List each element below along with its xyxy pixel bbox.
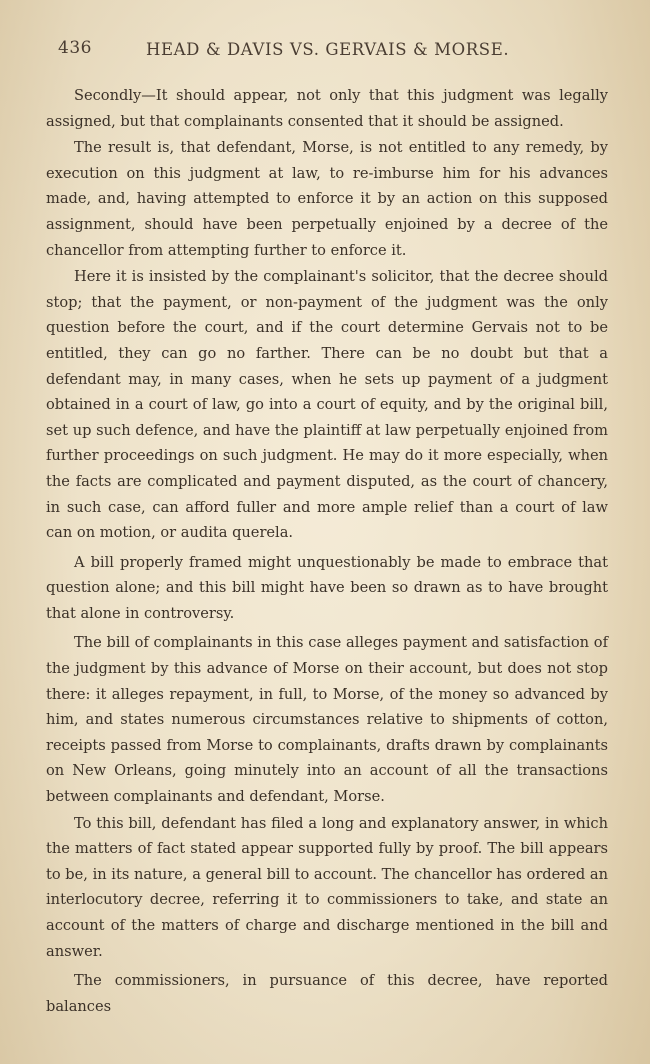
paragraph: The commissioners, in pursuance of this decree, have reported balances	[46, 972, 608, 1015]
paragraph: To this bill, defendant has filed a long and explanatory answer, in which the matters of fact stated appear supported fully by proof. The bill appears to be, in its nature, a general bill to account. The chancellor has ordered an interlocutory decree, referring it to commissioners to take, and state an account of the matters of charge and discharge mentioned in the bill and answer.	[46, 814, 608, 960]
paragraph: A bill properly framed might unquestionably be made to embrace that question alone; and this bill might have been so drawn as to have brought that alone in controversy.	[46, 553, 608, 622]
paragraph: The result is, that defendant, Morse, is not entitled to any remedy, by execution on this judgment at law, to re-imburse him for his advances made, and, having attempted to enforce it by an action on this supposed assignment, should have been perpetually enjoined by a decree of the chancellor from attempting further to enforce it.	[46, 139, 608, 259]
page-header	[58, 38, 610, 68]
page-number: 436	[58, 38, 92, 58]
paragraph: Secondly—It should appear, not only that this judgment was legally assigned, but that complainants consented that it should be assigned.	[46, 87, 608, 130]
paragraph: Here it is insisted by the complainant's solicitor, that the decree should stop; that the payment, or non-payment of the judgment was the only question before the court, and if the court determine Gervais not to be entitled, they can go no farther. There can be no doubt but that a defendant may, in many cases, when he sets up payment of a judgment obtained in a court of law, go into a court of equity, and by the original bill, set up such defence, and have the plaintiff at law perpetually enjoined from further proceedings on such judgment. He may do it more especially, when the facts are complicated and payment disputed, as the court of chancery, in such case, can afford fuller and more ample relief than a court of law can on motion, or audita querela.	[46, 268, 608, 542]
paragraph: The bill of complainants in this case alleges payment and satisfaction of the judgment by this advance of Morse on their account, but does not stop there: it alleges repayment, in full, to Morse, of the money so advanced by him, and states numerous circumstances relative to shipments of cotton, receipts passed from Morse to complainants, drafts drawn by complainants on New Orleans, going minutely into an account of all the transactions between complainants and defendant, Morse.	[46, 634, 608, 806]
body-text	[46, 83, 608, 1020]
running-head: HEAD & DAVIS VS. GERVAIS & MORSE.	[146, 40, 510, 59]
